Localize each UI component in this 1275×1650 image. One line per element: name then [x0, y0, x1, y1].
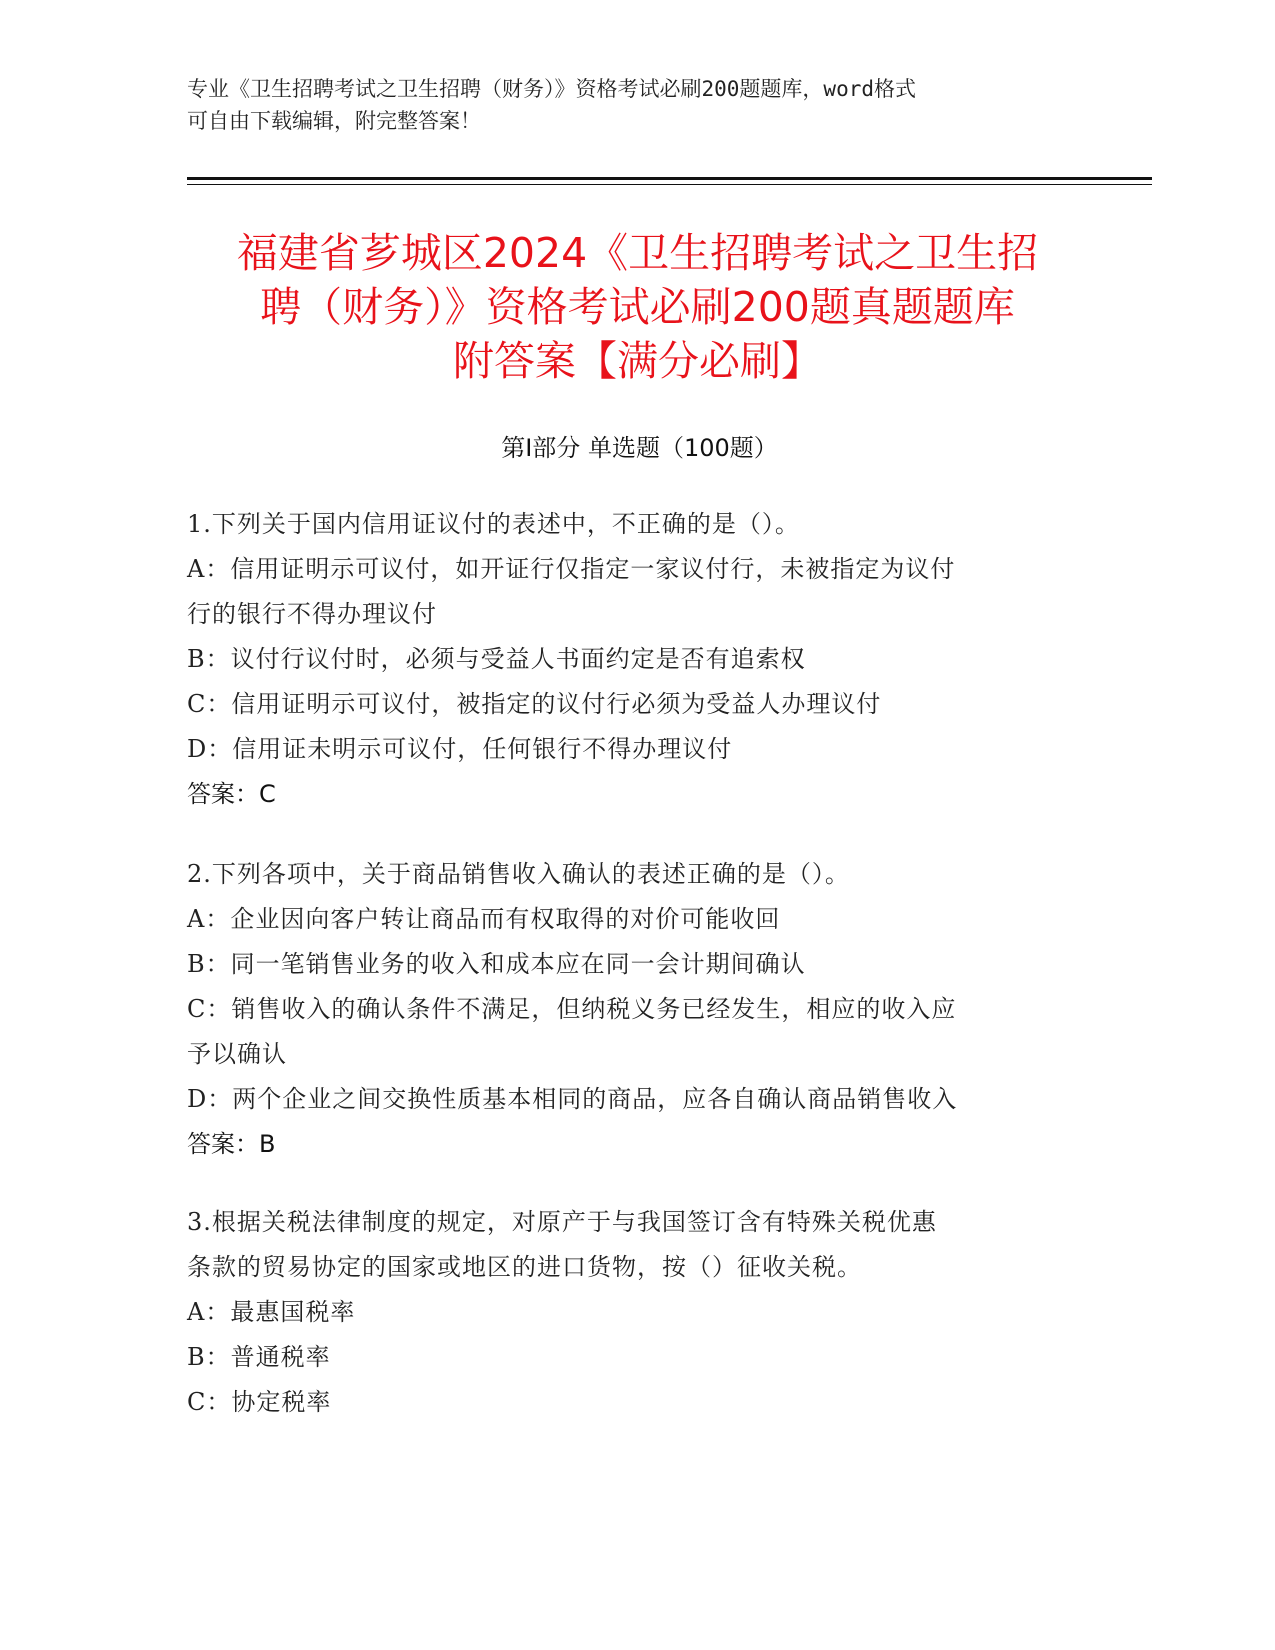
question-1-option-d: D：信用证未明示可议付，任何银行不得办理议付	[187, 735, 733, 763]
header-divider-thick	[187, 177, 1152, 180]
question-1-answer: 答案：C	[187, 780, 276, 808]
question-1	[187, 502, 1092, 817]
question-2-option-b: B：同一笔销售业务的收入和成本应在同一会计期间确认	[187, 950, 806, 978]
header-divider-thin	[187, 184, 1152, 185]
document-title-line-3: 附答案【满分必刷】	[453, 337, 822, 385]
document-title-line-1: 福建省芗城区2024《卫生招聘考试之卫生招	[236, 229, 1039, 277]
question-3-option-c: C：协定税率	[187, 1388, 332, 1416]
section-heading: 第Ⅰ部分 单选题（100题）	[501, 434, 778, 462]
question-1-option-c: C：信用证明示可议付，被指定的议付行必须为受益人办理议付	[187, 690, 882, 718]
question-2-answer: 答案：B	[187, 1130, 276, 1158]
document-title	[180, 226, 1095, 388]
question-2-option-c-cont: 予以确认	[187, 1040, 287, 1068]
header-note-line-2: 可自由下载编辑，附完整答案！	[187, 109, 481, 133]
question-2-option-a: A：企业因向客户转让商品而有权取得的对价可能收回	[187, 905, 781, 933]
header-note	[187, 73, 1067, 137]
question-3-option-b: B：普通税率	[187, 1343, 331, 1371]
question-1-option-a: A：信用证明示可议付，如开证行仅指定一家议付行，未被指定为议付	[187, 555, 956, 583]
question-2-stem: 2.下列各项中，关于商品销售收入确认的表述正确的是（）。	[187, 860, 850, 888]
header-note-line-1: 专业《卫生招聘考试之卫生招聘（财务）》资格考试必刷200题题库，word格式	[187, 77, 916, 101]
question-3	[187, 1200, 1092, 1425]
question-1-option-b: B：议付行议付时，必须与受益人书面约定是否有追索权	[187, 645, 806, 673]
question-1-option-a-cont: 行的银行不得办理议付	[187, 600, 437, 628]
question-3-stem-cont: 条款的贸易协定的国家或地区的进口货物，按（）征收关税。	[187, 1253, 862, 1281]
question-2-option-d: D：两个企业之间交换性质基本相同的商品，应各自确认商品销售收入	[187, 1085, 958, 1113]
question-1-stem: 1.下列关于国内信用证议付的表述中，不正确的是（）。	[187, 510, 800, 538]
question-3-stem: 3.根据关税法律制度的规定，对原产于与我国签订含有特殊关税优惠	[187, 1208, 937, 1236]
question-3-option-a: A：最惠国税率	[187, 1298, 356, 1326]
document-title-line-2: 聘（财务）》资格考试必刷200题真题题库	[260, 283, 1015, 331]
question-2-option-c: C：销售收入的确认条件不满足，但纳税义务已经发生，相应的收入应	[187, 995, 957, 1023]
question-2	[187, 852, 1092, 1167]
